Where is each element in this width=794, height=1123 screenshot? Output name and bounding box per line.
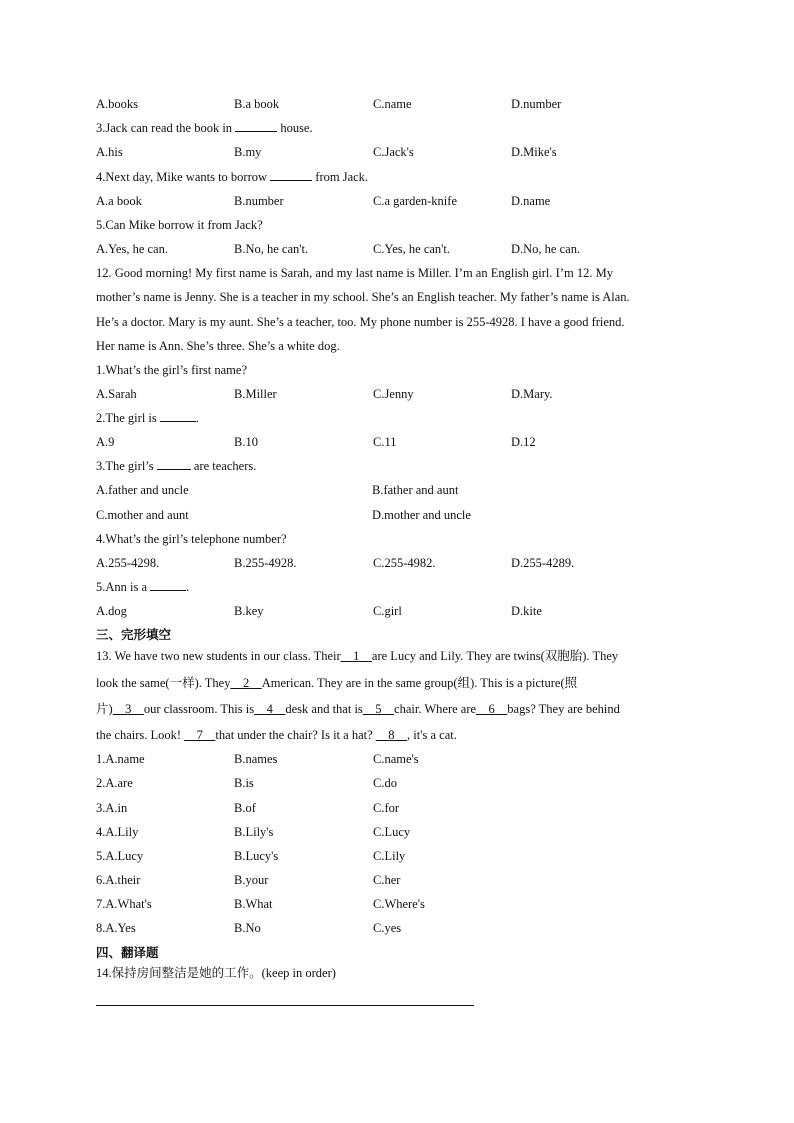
answer-line[interactable] [96, 1005, 474, 1006]
option: 3.A.in [96, 801, 128, 815]
answer-blank [160, 410, 196, 422]
option: 2.A.are [96, 776, 133, 790]
option: 7.A.What's [96, 897, 152, 911]
option: A.his [96, 145, 123, 159]
option: 5.A.Lucy [96, 849, 144, 863]
option: C.for [373, 801, 400, 815]
passage-line: look the same(一样). They 2 American. They are in the same group(组). This is a picture(照 [96, 676, 578, 690]
option: C.a garden-knife [373, 194, 457, 208]
option: A.dog [96, 604, 127, 618]
cloze-blank: 3 [125, 702, 132, 716]
option: B.a book [234, 97, 280, 111]
option: C.yes [373, 921, 402, 935]
option: A.Sarah [96, 387, 137, 401]
section-heading: 四、翻译题 [96, 945, 159, 960]
question-text: 14.保持房间整洁是她的工作。(keep in order) [96, 966, 336, 980]
option: B.key [234, 604, 264, 618]
option: C.Jenny [373, 387, 414, 401]
option: B.my [234, 145, 262, 159]
option: B.No [234, 921, 261, 935]
option: B.number [234, 194, 284, 208]
option: D.mother and uncle [372, 508, 471, 522]
option: 4.A.Lily [96, 825, 139, 839]
cloze-blank: 4 [266, 702, 273, 716]
option: 1.A.name [96, 752, 145, 766]
option: A.books [96, 97, 139, 111]
option: C.name [373, 97, 412, 111]
option: B.255-4928. [234, 556, 297, 570]
option: B.father and aunt [372, 483, 459, 497]
answer-blank [235, 120, 277, 132]
option: B.of [234, 801, 256, 815]
option: C.do [373, 776, 397, 790]
cloze-blank: 8 [388, 728, 395, 742]
option: B.Lucy's [234, 849, 279, 863]
option: B.Lily's [234, 825, 274, 839]
option: C.Jack's [373, 145, 414, 159]
question-text: 5.Can Mike borrow it from Jack? [96, 218, 263, 232]
passage-line: the chairs. Look! 7 that under the chair? Is it a hat? 8 , it's a cat. [96, 728, 457, 742]
option: C.Where's [373, 897, 425, 911]
answer-blank [270, 169, 312, 181]
cloze-blank: 7 [196, 728, 203, 742]
option: B.names [234, 752, 278, 766]
option: B.Miller [234, 387, 277, 401]
option: C.Lucy [373, 825, 411, 839]
option: A.Yes, he can. [96, 242, 168, 256]
option: D.255-4289. [511, 556, 575, 570]
option: C.mother and aunt [96, 508, 189, 522]
option: C.girl [373, 604, 402, 618]
cloze-blank: 2 [242, 676, 250, 690]
option: B.What [234, 897, 273, 911]
cloze-blank: 6 [488, 702, 495, 716]
option: C.her [373, 873, 401, 887]
option: B.10 [234, 435, 258, 449]
question-text: 1.What’s the girl’s first name? [96, 363, 248, 377]
option: 6.A.their [96, 873, 141, 887]
answer-blank [150, 579, 186, 591]
option: D.kite [511, 604, 542, 618]
cloze-blank: 1 [353, 649, 360, 663]
passage-line: He’s a doctor. Mary is my aunt. She’s a teacher, too. My phone number is 255-4928. I have a good friend. [96, 315, 625, 329]
answer-blank [157, 458, 191, 470]
option: B.is [234, 776, 254, 790]
passage-line: 13. We have two new students in our class. Their 1 are Lucy and Lily. They are twins(双胞胎). They [96, 649, 619, 663]
option: C.255-4982. [373, 556, 436, 570]
question-text: 5.Ann is a . [96, 580, 190, 594]
option: B.your [234, 873, 269, 887]
question-text: 3.Jack can read the book in house. [96, 121, 313, 135]
question-text: 4.What’s the girl’s telephone number? [96, 532, 287, 546]
option: 8.A.Yes [96, 921, 136, 935]
passage-line: mother’s name is Jenny. She is a teacher in my school. She’s an English teacher. My father’s name is Alan. [96, 290, 630, 304]
option: C.Lily [373, 849, 406, 863]
section-heading: 三、完形填空 [96, 627, 172, 642]
option: B.No, he can't. [234, 242, 309, 256]
option: C.name's [373, 752, 419, 766]
option: D.12 [511, 435, 536, 449]
question-text: 3.The girl’s are teachers. [96, 459, 257, 473]
option: A.a book [96, 194, 142, 208]
option: D.number [511, 97, 562, 111]
question-text: 2.The girl is . [96, 411, 200, 425]
passage-line: 片) 3 our classroom. This is 4 desk and that is 5 chair. Where are 6 bags? They are behind [96, 702, 620, 716]
option: C.11 [373, 435, 397, 449]
question-text: 4.Next day, Mike wants to borrow from Jack. [96, 170, 369, 184]
option: A.9 [96, 435, 115, 449]
option: A.255-4298. [96, 556, 160, 570]
passage-line: 12. Good morning! My first name is Sarah, and my last name is Miller. I’m an English girl. I’m 12. My [96, 266, 613, 280]
passage-line: Her name is Ann. She’s three. She’s a white dog. [96, 339, 340, 353]
option: D.Mike's [511, 145, 557, 159]
option: C.Yes, he can't. [373, 242, 451, 256]
option: D.name [511, 194, 551, 208]
option: D.No, he can. [511, 242, 581, 256]
cloze-blank: 5 [375, 702, 382, 716]
option: A.father and uncle [96, 483, 189, 497]
option: D.Mary. [511, 387, 553, 401]
